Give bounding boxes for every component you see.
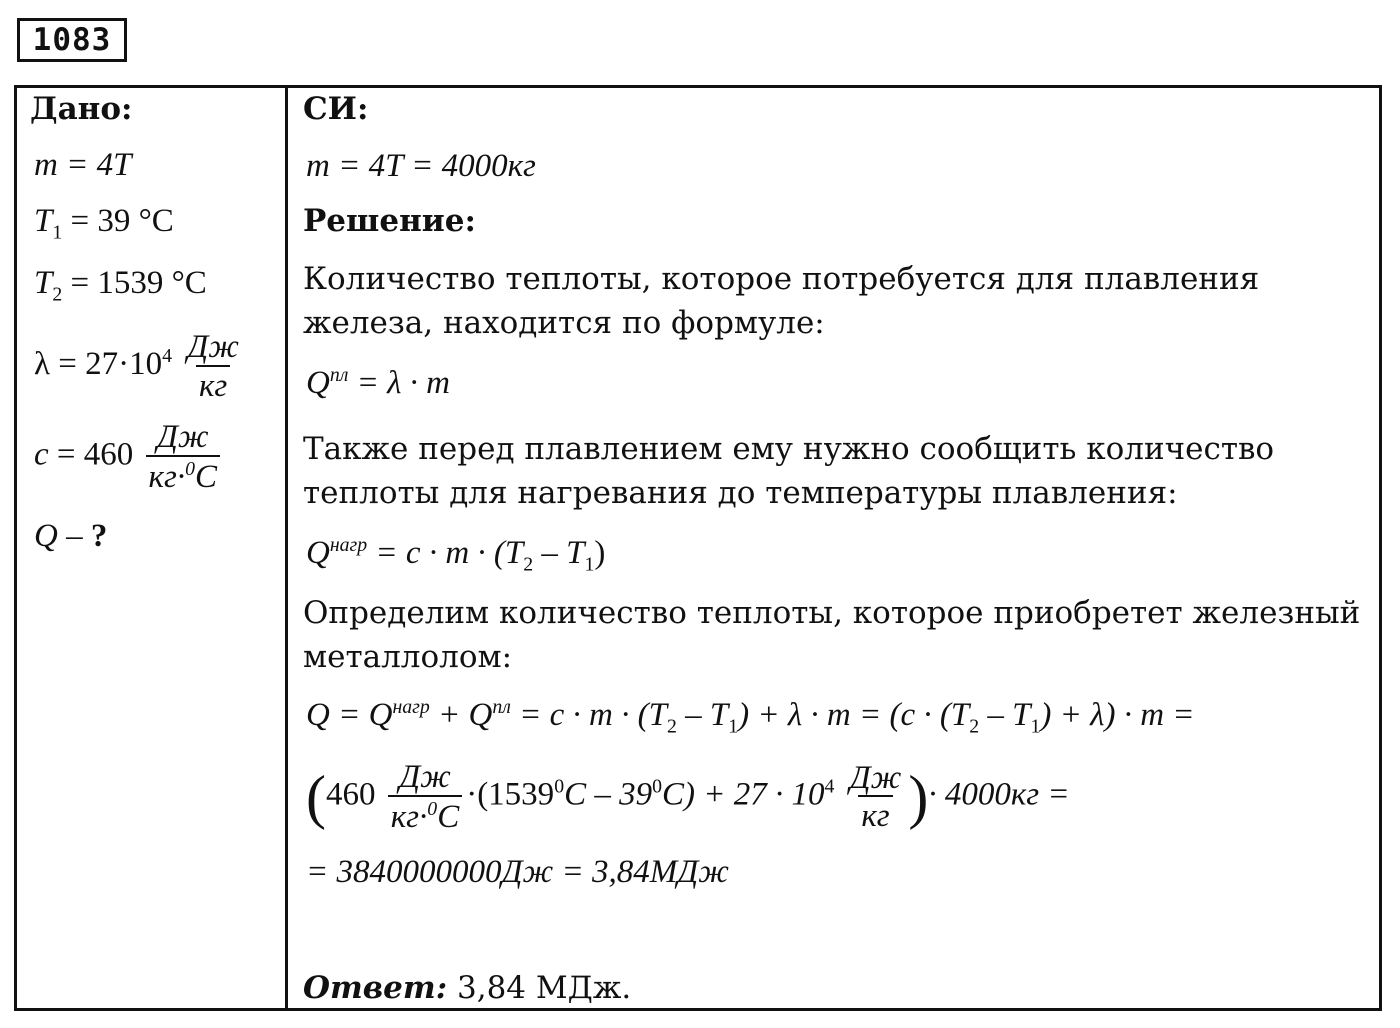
solution-paragraph-2: Также перед плавлением ему нужно сообщить количество теплоты для нагревания до температуры плавления: — [303, 431, 1275, 511]
formula-result: = 3840000000Дж = 3,84МДж — [306, 854, 729, 890]
formula-melting: $Q^{пл} = \lambda \cdot m$ — [306, 364, 451, 401]
si-title: СИ: — [303, 91, 369, 127]
substitution-c-unit-fraction: $\frac{Дж}{кг\cdot^0C}$ — [388, 760, 462, 834]
substitution-lambda-unit-fraction: $\frac{Дж}{кг}$ — [849, 759, 902, 835]
given-c: c = 460 $\frac{Дж}{кг\cdot^0C}$ — [34, 420, 224, 494]
answer-label: Ответ: — [303, 970, 448, 1006]
solution-paragraph-1: Количество теплоты, которое потребуется для плавления железа, находится по формуле: — [303, 261, 1260, 341]
given-t1: $T_1 = 39$ °C — [34, 203, 174, 244]
answer-value: 3,84 МДж. — [447, 970, 632, 1006]
answer-line — [303, 970, 632, 1006]
given-unknown: Q – ? — [34, 518, 108, 554]
solution-paragraph-3: Определим количество теплоты, которое приобретет железный металлолом: — [303, 595, 1361, 675]
given-title: Дано: — [30, 91, 133, 127]
formula-substitution: (460 $\frac{Дж}{кг\cdot^0C}$ $\cdot(1539^0C - 39^0C) + 27 \cdot 10^4$ $\frac{Дж}{кг}$ )· 4000кг = — [306, 759, 1070, 835]
formula-total: $Q = Q^{нагр} + Q^{пл} = c \cdot m \cdot (T_2 - T_1) + \lambda \cdot m = (c \cdot (T_2 - T_1) + \lambda) \cdot m$ = — [306, 696, 1195, 738]
formula-heating: $Q^{нагр} = c \cdot m \cdot (T_2 - T_1)$ — [306, 534, 606, 576]
problem-number-badge: 1083 — [17, 18, 127, 62]
given-mass: m = 4T — [34, 147, 132, 183]
si-conversion: m = 4T = 4000кг — [306, 148, 536, 184]
solution-title: Решение: — [303, 203, 476, 239]
lambda-unit-fraction: $\frac{Дж}{кг}$ — [187, 329, 239, 404]
column-divider — [285, 85, 288, 1011]
given-lambda: $\lambda = 27\cdot 10^4$ $\frac{Дж}{кг}$ — [34, 330, 246, 403]
given-t2: $T_2 = 1539$ °C — [34, 265, 207, 306]
c-unit-fraction: $\frac{Дж}{кг\cdot^0C}$ — [146, 420, 220, 494]
